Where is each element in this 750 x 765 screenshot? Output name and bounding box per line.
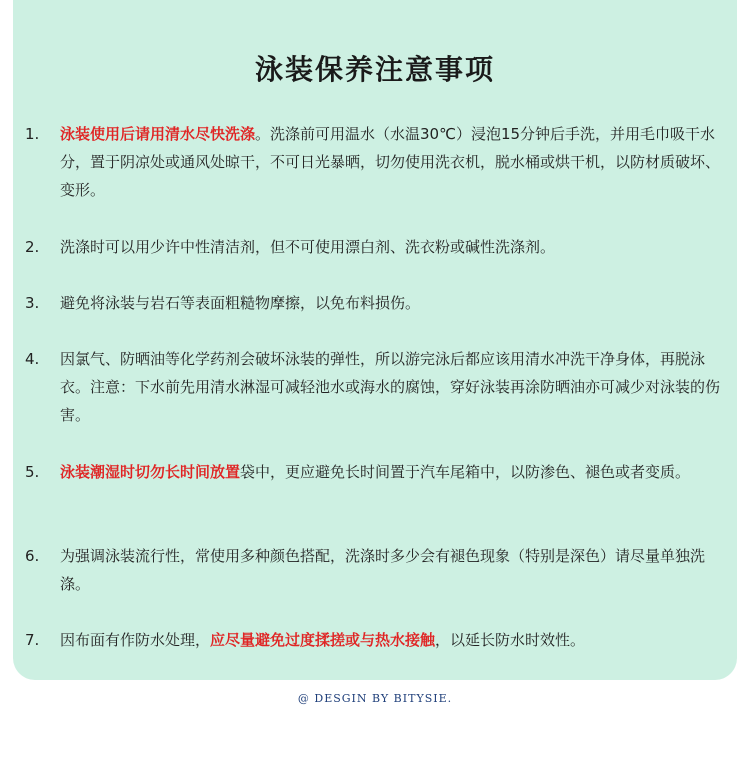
page-title: 泳装保养注意事项 [254,53,495,86]
item-text [60,345,725,429]
item-number: 1. [25,125,40,143]
item-number: 4. [25,350,40,368]
item-text-after: ，以延长防水时效性。 [435,631,586,649]
item-text [60,542,725,598]
item-text-before: 洗涤时可以用少许中性清洁剂，但不可使用漂白剂、洗衣粉或碱性洗涤剂。 [60,238,556,256]
item-number: 2. [25,238,40,256]
item-number: 6. [25,547,40,565]
item-text-after: 。洗涤前可用温水（水温30℃）浸泡15分钟后手洗，并用毛巾吸干水分，置于阴凉处或通风处晾干，不可日光暴晒，切勿使用洗衣机，脱水桶或烘干机，以防材质破坏、变形。 [60,125,721,199]
item-text [60,120,725,204]
item-text-after: 袋中，更应避免长时间置于汽车尾箱中，以防渗色、褪色或者变质。 [240,463,691,481]
item-text-before: 因布面有作防水处理， [60,631,211,649]
item-highlight: 应尽量避免过度揉搓或与热水接触 [210,631,436,649]
item-text [60,289,725,317]
item-number: 5. [25,463,40,481]
item-text [60,233,725,261]
item-text-before: 避免将泳装与岩石等表面粗糙物摩擦，以免布料损伤。 [60,294,421,312]
item-text [60,458,725,486]
item-number: 7. [25,631,40,649]
item-text [60,626,725,654]
item-highlight: 泳装使用后请用清水尽快洗涤 [60,125,256,143]
item-highlight: 泳装潮湿时切勿长时间放置 [60,463,241,481]
item-number: 3. [25,294,40,312]
item-text-before: 因氯气、防晒油等化学药剂会破坏泳装的弹性，所以游完泳后都应该用清水冲洗干净身体，再脱泳衣。注意：下水前先用清水淋湿可减轻池水或海水的腐蚀，穿好泳装再涂防晒油亦可减少对泳装的伤害。 [60,350,721,424]
designer-credit: @ DESGIN BY BITYSIE. [297,692,453,705]
item-text-before: 为强调泳装流行性，常使用多种颜色搭配，洗涤时多少会有褪色现象（特别是深色）请尽量单独洗涤。 [60,547,706,593]
